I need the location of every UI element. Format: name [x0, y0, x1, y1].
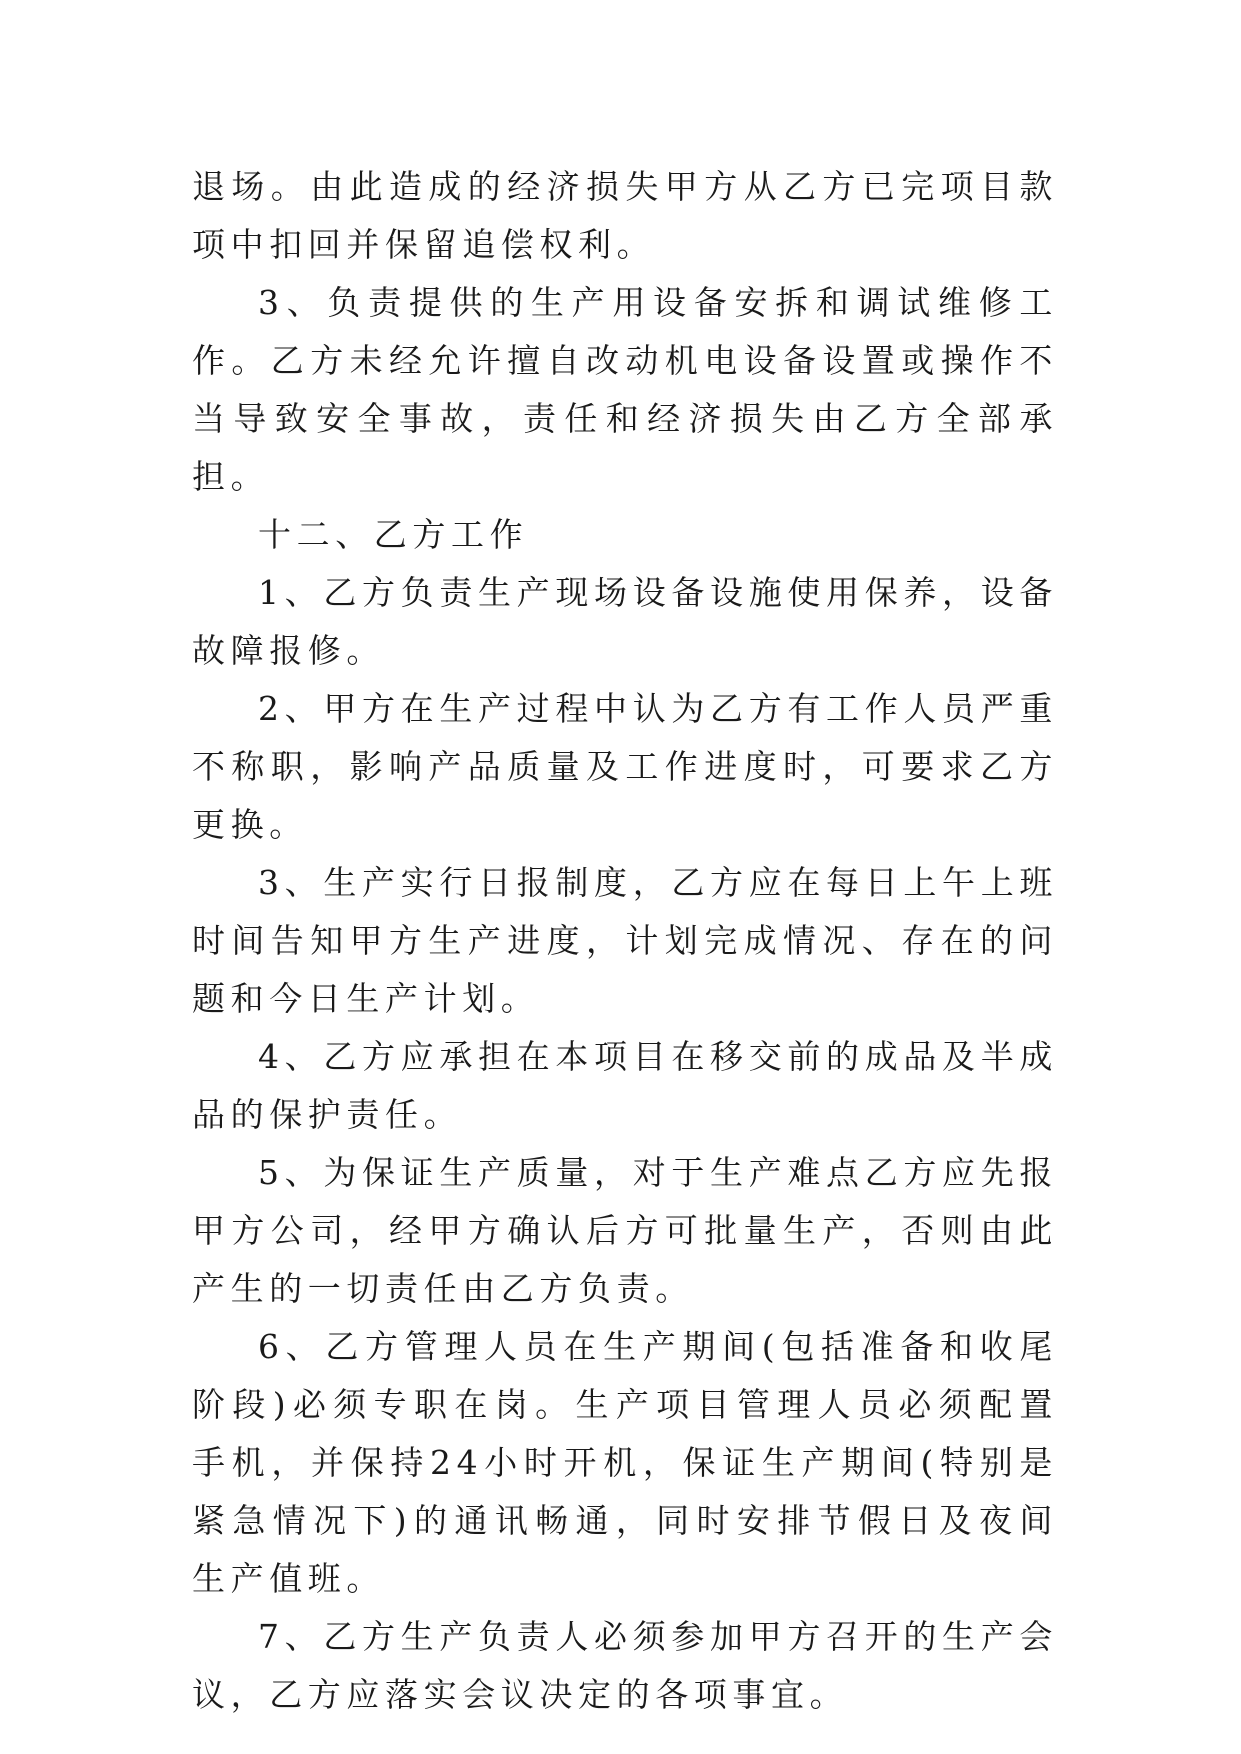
paragraph-item-2: 2、甲方在生产过程中认为乙方有工作人员严重不称职，影响产品质量及工作进度时，可要求乙方更换。	[192, 689, 1058, 844]
paragraph-item-4: 4、乙方应承担在本项目在移交前的成品及半成品的保护责任。	[192, 1037, 1058, 1134]
paragraph-item-7: 7、乙方生产负责人必须参加甲方召开的生产会议，乙方应落实会议决定的各项事宜。	[192, 1617, 1058, 1714]
paragraph-item-1: 1、乙方负责生产现场设备设施使用保养，设备故障报修。	[192, 573, 1058, 670]
paragraph-item-6: 6、乙方管理人员在生产期间(包括准备和收尾阶段)必须专职在岗。生产项目管理人员必须配置手机，并保持24小时开机，保证生产期间(特别是紧急情况下)的通讯畅通，同时安排节假日及夜间生产值班。	[192, 1327, 1058, 1598]
document-body	[192, 158, 1058, 1724]
paragraph-item-3-equipment: 3、负责提供的生产用设备安拆和调试维修工作。乙方未经允许擅自改动机电设备设置或操作不当导致安全事故，责任和经济损失由乙方全部承担。	[192, 283, 1058, 496]
paragraph-continuation: 退场。由此造成的经济损失甲方从乙方已完项目款项中扣回并保留追偿权利。	[192, 167, 1058, 264]
section-heading-party-b-work: 十二、乙方工作	[258, 515, 529, 554]
paragraph-item-5: 5、为保证生产质量，对于生产难点乙方应先报甲方公司，经甲方确认后方可批量生产，否则由此产生的一切责任由乙方负责。	[192, 1153, 1058, 1308]
paragraph-item-3-daily-report: 3、生产实行日报制度，乙方应在每日上午上班时间告知甲方生产进度，计划完成情况、存在的问题和今日生产计划。	[192, 863, 1058, 1018]
